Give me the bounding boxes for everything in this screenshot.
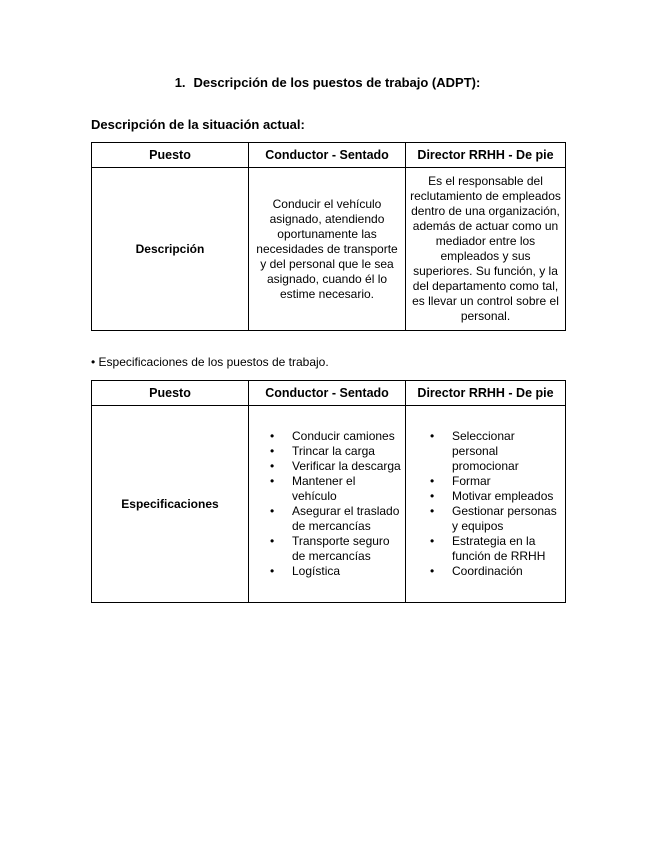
list-item: • Motivar empleados — [452, 489, 561, 504]
list-item: • Mantener el vehículo — [292, 474, 401, 504]
table-row — [92, 168, 566, 331]
list-item: • Coordinación — [452, 564, 561, 579]
list-item: • Logística — [292, 564, 401, 579]
list-item: • Verificar la descarga — [292, 459, 401, 474]
specifications-heading: • Especificaciones de los puestos de trabajo. — [91, 355, 329, 369]
list-item: • Transporte seguro de mercancías — [292, 534, 401, 564]
header-director: Director RRHH - De pie — [406, 381, 566, 406]
director-spec-list — [410, 429, 561, 579]
specifications-table — [91, 380, 566, 603]
table-row — [92, 406, 566, 603]
header-conductor: Conductor - Sentado — [249, 143, 406, 168]
list-item: • Gestionar personas y equipos — [452, 504, 561, 534]
header-puesto: Puesto — [92, 143, 249, 168]
list-item: • Formar — [452, 474, 561, 489]
header-puesto: Puesto — [92, 381, 249, 406]
director-description: Es el responsable del reclutamiento de empleados dentro de una organización, además de actuar como un mediador entre los empleados y sus superiores. Su función, y la del departamento como tal, es llevar un control sobre el personal. — [406, 168, 566, 331]
header-director: Director RRHH - De pie — [406, 143, 566, 168]
driver-spec-list — [253, 429, 401, 579]
list-item: • Trincar la carga — [292, 444, 401, 459]
list-item: • Asegurar el traslado de mercancías — [292, 504, 401, 534]
list-item: • Estrategia en la función de RRHH — [452, 534, 561, 564]
section-title — [0, 75, 655, 90]
list-item: • Seleccionar personal promocionar — [452, 429, 561, 474]
section-number: 1. — [174, 75, 186, 90]
driver-specifications — [249, 406, 406, 603]
list-item: • Conducir camiones — [292, 429, 401, 444]
current-situation-table — [91, 142, 566, 331]
table-header-row — [92, 143, 566, 168]
section-title-text: Descripción de los puestos de trabajo (ADPT): — [193, 75, 481, 90]
driver-description: Conducir el vehículo asignado, atendiendo oportunamente las necesidades de transporte y del personal que le sea asignado, cuando él lo estime necesario. — [249, 168, 406, 331]
header-conductor: Conductor - Sentado — [249, 381, 406, 406]
table-header-row — [92, 381, 566, 406]
director-specifications — [406, 406, 566, 603]
row-label-especificaciones: Especificaciones — [92, 406, 249, 603]
current-situation-heading: Descripción de la situación actual: — [91, 117, 305, 132]
row-label-descripcion: Descripción — [92, 168, 249, 331]
